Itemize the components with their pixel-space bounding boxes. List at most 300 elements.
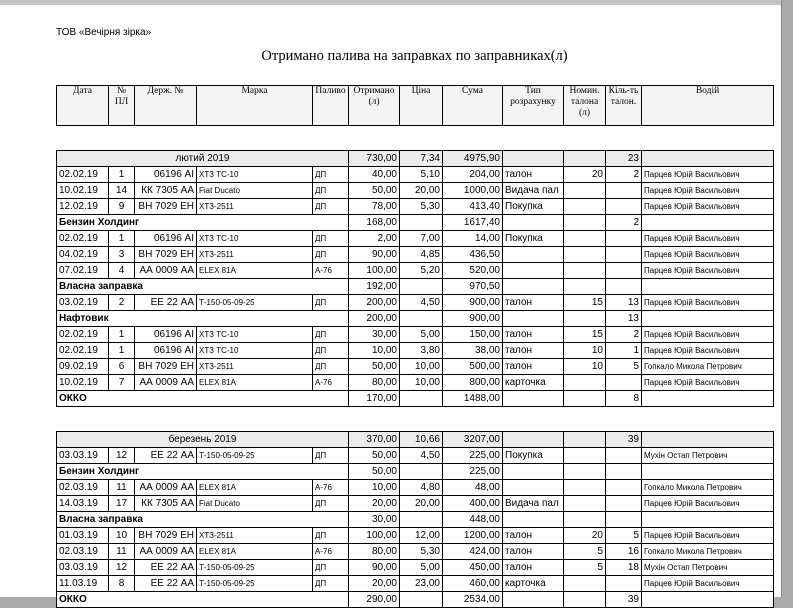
fuel-report-table (56, 85, 774, 608)
cell-price: 4,50 (400, 448, 443, 464)
empty-cell (503, 592, 564, 608)
cell-pl: 10 (109, 528, 135, 544)
cell-fuel: ДП (313, 183, 349, 199)
cell-pay: талон (503, 327, 564, 343)
cell-date: 12.02.19 (57, 199, 109, 215)
cell-pl: 3 (109, 247, 135, 263)
cell-pl: 11 (109, 544, 135, 560)
cell-received: 80,00 (349, 375, 400, 391)
cell-count: 1 (606, 343, 642, 359)
cell-sum: 520,00 (443, 263, 503, 279)
cell-fuel: ДП (313, 560, 349, 576)
cell-pay: талон (503, 560, 564, 576)
cell-pay: талон (503, 359, 564, 375)
cell-fuel: ДП (313, 343, 349, 359)
cell-sum: 1000,00 (443, 183, 503, 199)
cell-received: 50,00 (349, 183, 400, 199)
cell-received: 20,00 (349, 496, 400, 512)
cell-pl: 8 (109, 576, 135, 592)
cell-received: 40,00 (349, 167, 400, 183)
table-row (57, 496, 774, 512)
cell-price: 4,50 (400, 295, 443, 311)
station-sum: 900,00 (443, 311, 503, 327)
cell-brand: ХТЗ ТС-10 (197, 343, 313, 359)
table-row (57, 359, 774, 375)
empty-cell (503, 464, 564, 480)
cell-nom (564, 263, 606, 279)
station-count: 2 (606, 215, 642, 231)
table-row (57, 199, 774, 215)
cell-price: 3,80 (400, 343, 443, 359)
cell-fuel: ДП (313, 448, 349, 464)
station-sum: 970,50 (443, 279, 503, 295)
cell-plate: ЕЕ 22 АА (135, 560, 197, 576)
station-received: 30,00 (349, 512, 400, 528)
table-row (57, 375, 774, 391)
cell-sum: 204,00 (443, 167, 503, 183)
cell-nom: 20 (564, 528, 606, 544)
cell-pay: Видача пал (503, 183, 564, 199)
cell-fuel: А-76 (313, 375, 349, 391)
header-pl: № ПЛ (109, 86, 135, 126)
cell-price: 4,80 (400, 480, 443, 496)
cell-count: 18 (606, 560, 642, 576)
cell-plate: 06196 АІ (135, 231, 197, 247)
empty-cell (400, 512, 443, 528)
month-sum: 3207,00 (443, 432, 503, 448)
cell-brand: ХТЗ-2511 (197, 359, 313, 375)
spacer-cell (57, 126, 774, 151)
cell-price: 5,30 (400, 199, 443, 215)
cell-brand: ХТЗ-2511 (197, 247, 313, 263)
month-price: 7,34 (400, 151, 443, 167)
cell-fuel: ДП (313, 496, 349, 512)
cell-pl: 14 (109, 183, 135, 199)
cell-nom (564, 247, 606, 263)
cell-price: 10,00 (400, 375, 443, 391)
empty-cell (642, 391, 774, 407)
cell-sum: 14,00 (443, 231, 503, 247)
table-row (57, 247, 774, 263)
cell-date: 10.02.19 (57, 183, 109, 199)
cell-price: 23,00 (400, 576, 443, 592)
cell-price: 7,00 (400, 231, 443, 247)
cell-received: 90,00 (349, 560, 400, 576)
table-row (57, 560, 774, 576)
cell-pay: Покупка (503, 231, 564, 247)
cell-sum: 413,40 (443, 199, 503, 215)
month-received: 730,00 (349, 151, 400, 167)
table-row (57, 343, 774, 359)
table-row (57, 167, 774, 183)
spacer-row (57, 407, 774, 432)
cell-sum: 424,00 (443, 544, 503, 560)
cell-driver: Парцев Юрій Васильович (642, 183, 774, 199)
cell-plate: ЕЕ 22 АА (135, 576, 197, 592)
cell-price: 5,30 (400, 544, 443, 560)
cell-price: 5,00 (400, 327, 443, 343)
cell-date: 02.02.19 (57, 231, 109, 247)
station-received: 168,00 (349, 215, 400, 231)
month-header-row (57, 432, 774, 448)
cell-price: 20,00 (400, 496, 443, 512)
station-total-row (57, 215, 774, 231)
cell-pay: карточка (503, 375, 564, 391)
cell-fuel: ДП (313, 231, 349, 247)
month-label: лютий 2019 (57, 151, 349, 167)
cell-plate: ЕЕ 22 АА (135, 448, 197, 464)
empty-cell (400, 592, 443, 608)
cell-fuel: ДП (313, 167, 349, 183)
cell-count (606, 231, 642, 247)
cell-nom (564, 375, 606, 391)
empty-cell (503, 432, 564, 448)
empty-cell (503, 512, 564, 528)
cell-price: 5,20 (400, 263, 443, 279)
table-row (57, 528, 774, 544)
cell-pay: талон (503, 295, 564, 311)
header-driver: Водій (642, 86, 774, 126)
cell-received: 50,00 (349, 448, 400, 464)
cell-count (606, 480, 642, 496)
station-total-row (57, 512, 774, 528)
header-plate: Держ. № (135, 86, 197, 126)
cell-driver: Гопкало Микола Петрович (642, 544, 774, 560)
cell-fuel: ДП (313, 199, 349, 215)
station-name: ОККО (57, 391, 349, 407)
cell-received: 30,00 (349, 327, 400, 343)
station-name: Нафтовик (57, 311, 349, 327)
cell-fuel: ДП (313, 576, 349, 592)
empty-cell (503, 279, 564, 295)
station-name: Власна заправка (57, 279, 349, 295)
station-total-row (57, 311, 774, 327)
cell-date: 04.02.19 (57, 247, 109, 263)
cell-plate: АА 0009 АА (135, 375, 197, 391)
month-sum: 4975,90 (443, 151, 503, 167)
month-received: 370,00 (349, 432, 400, 448)
cell-plate: АА 0009 АА (135, 544, 197, 560)
station-sum: 225,00 (443, 464, 503, 480)
cell-nom (564, 576, 606, 592)
month-header-row (57, 151, 774, 167)
cell-plate: ВН 7029 ЕН (135, 359, 197, 375)
header-fuel: Паливо (313, 86, 349, 126)
cell-count (606, 448, 642, 464)
station-received: 50,00 (349, 464, 400, 480)
table-header-row (57, 86, 774, 126)
month-label: березень 2019 (57, 432, 349, 448)
cell-nom: 10 (564, 343, 606, 359)
cell-plate: ВН 7029 ЕН (135, 528, 197, 544)
cell-received: 50,00 (349, 359, 400, 375)
cell-date: 02.03.19 (57, 544, 109, 560)
cell-driver: Парцев Юрій Васильович (642, 375, 774, 391)
cell-brand: ELEX 81A (197, 263, 313, 279)
cell-brand: ХТЗ ТС-10 (197, 167, 313, 183)
empty-cell (564, 215, 606, 231)
cell-fuel: А-76 (313, 480, 349, 496)
empty-cell (400, 311, 443, 327)
cell-pl: 9 (109, 199, 135, 215)
header-nominal: Номин. талона (л) (564, 86, 606, 126)
cell-price: 10,00 (400, 359, 443, 375)
cell-pl: 1 (109, 343, 135, 359)
station-count (606, 512, 642, 528)
cell-driver: Парцев Юрій Васильович (642, 231, 774, 247)
header-sum: Сума (443, 86, 503, 126)
cell-date: 11.03.19 (57, 576, 109, 592)
cell-date: 10.02.19 (57, 375, 109, 391)
cell-count: 2 (606, 167, 642, 183)
cell-received: 100,00 (349, 528, 400, 544)
cell-price: 20,00 (400, 183, 443, 199)
table-row (57, 263, 774, 279)
cell-driver: Парцев Юрій Васильович (642, 199, 774, 215)
month-count: 39 (606, 432, 642, 448)
cell-driver: Парцев Юрій Васильович (642, 167, 774, 183)
cell-count (606, 576, 642, 592)
cell-sum: 436,50 (443, 247, 503, 263)
cell-fuel: ДП (313, 528, 349, 544)
station-total-row (57, 391, 774, 407)
cell-count: 5 (606, 528, 642, 544)
cell-fuel: ДП (313, 327, 349, 343)
spacer-row (57, 126, 774, 151)
cell-count: 5 (606, 359, 642, 375)
cell-count (606, 247, 642, 263)
cell-date: 01.03.19 (57, 528, 109, 544)
cell-pl: 2 (109, 295, 135, 311)
station-total-row (57, 464, 774, 480)
cell-price: 12,00 (400, 528, 443, 544)
header-brand: Марка (197, 86, 313, 126)
table-row (57, 448, 774, 464)
cell-plate: АА 0009 АА (135, 480, 197, 496)
cell-count: 2 (606, 327, 642, 343)
cell-received: 10,00 (349, 343, 400, 359)
cell-driver: Парцев Юрій Васильович (642, 247, 774, 263)
spacer-cell (57, 407, 774, 432)
cell-pl: 6 (109, 359, 135, 375)
cell-brand: Т-150-05-09-25 (197, 295, 313, 311)
empty-cell (642, 215, 774, 231)
cell-nom: 20 (564, 167, 606, 183)
empty-cell (564, 279, 606, 295)
cell-brand: Fiat Ducato (197, 496, 313, 512)
cell-nom: 5 (564, 560, 606, 576)
cell-brand: ХТЗ-2511 (197, 199, 313, 215)
cell-driver: Парцев Юрій Васильович (642, 576, 774, 592)
station-received: 170,00 (349, 391, 400, 407)
cell-sum: 150,00 (443, 327, 503, 343)
cell-sum: 800,00 (443, 375, 503, 391)
station-count: 13 (606, 311, 642, 327)
cell-sum: 900,00 (443, 295, 503, 311)
station-sum: 1488,00 (443, 391, 503, 407)
station-count (606, 279, 642, 295)
report-title: Отримано палива на заправках по заправниках(л) (261, 48, 568, 64)
header-received: Отримано (л) (349, 86, 400, 126)
cell-plate: КК 7305 АА (135, 496, 197, 512)
cell-pay (503, 263, 564, 279)
cell-fuel: ДП (313, 359, 349, 375)
station-received: 200,00 (349, 311, 400, 327)
cell-nom (564, 480, 606, 496)
cell-pl: 1 (109, 327, 135, 343)
cell-count (606, 263, 642, 279)
cell-brand: Т-150-05-09-25 (197, 560, 313, 576)
cell-price: 4,85 (400, 247, 443, 263)
station-count: 8 (606, 391, 642, 407)
cell-received: 200,00 (349, 295, 400, 311)
cell-driver: Мухін Остап Петрович (642, 560, 774, 576)
cell-sum: 38,00 (443, 343, 503, 359)
cell-nom (564, 496, 606, 512)
header-pay-type: Тип розрахунку (503, 86, 564, 126)
cell-pl: 4 (109, 263, 135, 279)
empty-cell (503, 311, 564, 327)
empty-cell (503, 215, 564, 231)
cell-plate: 06196 АІ (135, 327, 197, 343)
cell-received: 10,00 (349, 480, 400, 496)
station-sum: 448,00 (443, 512, 503, 528)
table-row (57, 480, 774, 496)
cell-count (606, 496, 642, 512)
cell-nom (564, 448, 606, 464)
cell-sum: 400,00 (443, 496, 503, 512)
cell-driver: Мухін Остап Петрович (642, 448, 774, 464)
cell-count: 13 (606, 295, 642, 311)
cell-pay: Покупка (503, 199, 564, 215)
cell-received: 90,00 (349, 247, 400, 263)
cell-date: 09.02.19 (57, 359, 109, 375)
empty-cell (564, 151, 606, 167)
cell-sum: 48,00 (443, 480, 503, 496)
station-count: 39 (606, 592, 642, 608)
cell-plate: ВН 7029 ЕН (135, 199, 197, 215)
cell-sum: 1200,00 (443, 528, 503, 544)
table-row (57, 231, 774, 247)
station-total-row (57, 279, 774, 295)
header-date: Дата (57, 86, 109, 126)
cell-pl: 1 (109, 231, 135, 247)
cell-count (606, 199, 642, 215)
empty-cell (503, 391, 564, 407)
cell-received: 100,00 (349, 263, 400, 279)
cell-driver: Парцев Юрій Васильович (642, 327, 774, 343)
cell-pl: 12 (109, 448, 135, 464)
empty-cell (400, 391, 443, 407)
empty-cell (400, 279, 443, 295)
empty-cell (564, 311, 606, 327)
cell-pay: талон (503, 167, 564, 183)
cell-sum: 450,00 (443, 560, 503, 576)
cell-driver: Парцев Юрій Васильович (642, 263, 774, 279)
cell-received: 80,00 (349, 544, 400, 560)
cell-pl: 1 (109, 167, 135, 183)
cell-brand: ELEX 81A (197, 480, 313, 496)
cell-pay (503, 247, 564, 263)
cell-received: 2,00 (349, 231, 400, 247)
empty-cell (400, 215, 443, 231)
cell-date: 07.02.19 (57, 263, 109, 279)
cell-brand: ХТЗ ТС-10 (197, 327, 313, 343)
company-name: ТОВ «Вечірня зірка» (56, 27, 152, 38)
cell-count (606, 183, 642, 199)
cell-plate: ВН 7029 ЕН (135, 247, 197, 263)
cell-driver: Парцев Юрій Васильович (642, 343, 774, 359)
cell-pl: 7 (109, 375, 135, 391)
cell-received: 78,00 (349, 199, 400, 215)
table-row (57, 183, 774, 199)
station-received: 290,00 (349, 592, 400, 608)
cell-date: 14.03.19 (57, 496, 109, 512)
station-name: Бензин Холдинг (57, 464, 349, 480)
cell-plate: КК 7305 АА (135, 183, 197, 199)
empty-cell (642, 512, 774, 528)
station-count (606, 464, 642, 480)
cell-date: 02.02.19 (57, 167, 109, 183)
cell-plate: 06196 АІ (135, 167, 197, 183)
empty-cell (642, 592, 774, 608)
cell-sum: 225,00 (443, 448, 503, 464)
cell-nom: 15 (564, 295, 606, 311)
table-row (57, 576, 774, 592)
empty-cell (642, 279, 774, 295)
station-total-row (57, 592, 774, 608)
empty-cell (564, 592, 606, 608)
cell-date: 03.03.19 (57, 560, 109, 576)
cell-received: 20,00 (349, 576, 400, 592)
cell-nom: 10 (564, 359, 606, 375)
cell-date: 02.03.19 (57, 480, 109, 496)
empty-cell (642, 464, 774, 480)
empty-cell (400, 464, 443, 480)
cell-plate: ЕЕ 22 АА (135, 295, 197, 311)
table-row (57, 544, 774, 560)
cell-plate: 06196 АІ (135, 343, 197, 359)
empty-cell (564, 391, 606, 407)
cell-pay (503, 480, 564, 496)
empty-cell (642, 432, 774, 448)
station-sum: 1617,40 (443, 215, 503, 231)
station-name: Власна заправка (57, 512, 349, 528)
cell-date: 02.02.19 (57, 327, 109, 343)
cell-pay: Видача пал (503, 496, 564, 512)
cell-count (606, 375, 642, 391)
cell-brand: ELEX 81A (197, 544, 313, 560)
cell-nom (564, 231, 606, 247)
cell-brand: ХТЗ-2511 (197, 528, 313, 544)
station-name: ОККО (57, 592, 349, 608)
cell-driver: Гопкало Микола Петрович (642, 480, 774, 496)
cell-brand: Т-150-05-09-25 (197, 576, 313, 592)
cell-fuel: А-76 (313, 263, 349, 279)
cell-pay: карточка (503, 576, 564, 592)
cell-date: 03.03.19 (57, 448, 109, 464)
cell-date: 02.02.19 (57, 343, 109, 359)
cell-driver: Гопкало Микола Петрович (642, 359, 774, 375)
station-name: Бензин Холдинг (57, 215, 349, 231)
cell-brand: Т-150-05-09-25 (197, 448, 313, 464)
cell-pl: 12 (109, 560, 135, 576)
cell-nom: 5 (564, 544, 606, 560)
cell-pl: 11 (109, 480, 135, 496)
header-price: Ціна (400, 86, 443, 126)
station-received: 192,00 (349, 279, 400, 295)
empty-cell (564, 464, 606, 480)
